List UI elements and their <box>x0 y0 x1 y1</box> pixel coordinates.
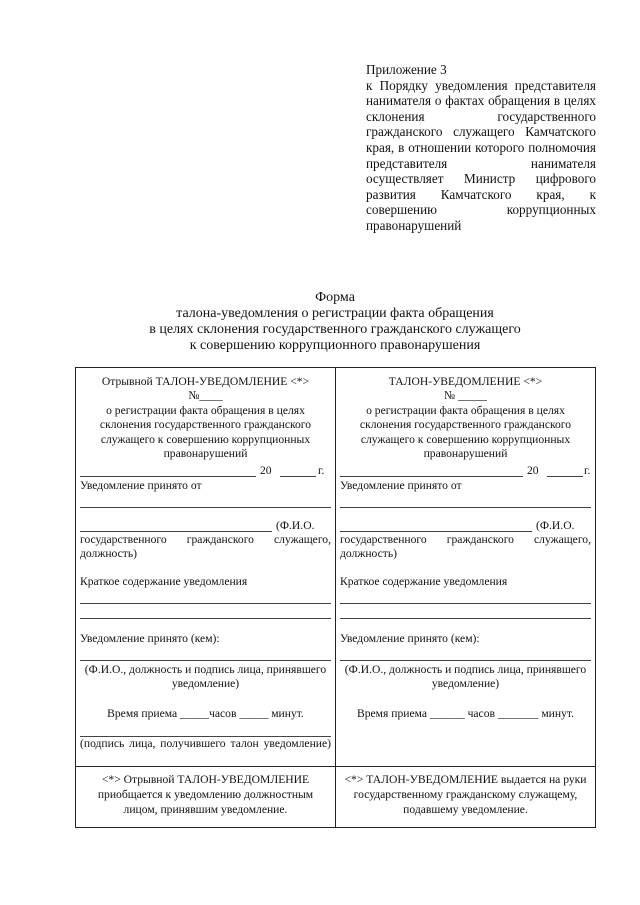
left-accepted-by: Уведомление принято (кем): <box>80 632 220 645</box>
form-title-line-2: талона-уведомления о регистрации факта обращения <box>176 306 494 321</box>
form-title-line-4: к совершению коррупционного правонарушения <box>189 338 481 353</box>
appendix-body: к Порядку уведомления представителя нанимателя о фактах обращения в целях склонения государственного гражданского служащего Камчатского края, в отношении которого полномочия представителя нанимателя осуществляет Министр цифрового развития Камчатского края, к совершению коррупционных правонарушений <box>366 77 596 233</box>
right-date-year: 20 <box>527 464 539 477</box>
form-title-line-1: Форма <box>315 290 355 305</box>
right-signer-caption: (Ф.И.О., должность и подпись лица, принявшего уведомление) <box>344 663 587 691</box>
right-fio-label: (Ф.И.О. <box>536 519 575 532</box>
left-date-line <box>80 476 256 477</box>
coupon-table <box>75 367 596 828</box>
form-title <box>90 290 580 354</box>
left-number: №____ <box>188 389 223 402</box>
left-date-year: 20 <box>260 464 272 477</box>
left-signer-caption: (Ф.И.О., должность и подпись лица, принявшего уведомление) <box>84 663 327 691</box>
right-summary-line-1 <box>340 603 591 604</box>
right-time-label: Время приема ______ часов _______ минут. <box>357 707 574 720</box>
right-heading: ТАЛОН-УВЕДОМЛЕНИЕ <*> <box>388 375 543 388</box>
left-summary-label: Краткое содержание уведомления <box>80 575 248 588</box>
column-divider <box>335 368 336 827</box>
right-signer-line <box>340 660 591 661</box>
form-title-line-3: в целях склонения государственного гражданского служащего <box>149 322 521 337</box>
footnote-divider <box>76 766 595 767</box>
right-footnote: <*> ТАЛОН-УВЕДОМЛЕНИЕ выдается на руки государственному гражданскому служащему, подавшему уведомление. <box>344 773 587 816</box>
left-blank-line-1 <box>80 507 331 508</box>
right-summary-label: Краткое содержание уведомления <box>340 575 508 588</box>
left-fio-continued: государственного гражданского служащего, должность) <box>80 533 331 561</box>
right-date-line <box>340 476 523 477</box>
right-summary-line-2 <box>340 618 591 619</box>
left-heading: Отрывной ТАЛОН-УВЕДОМЛЕНИЕ <*> <box>101 375 310 388</box>
right-fio-continued: государственного гражданского служащего, должность) <box>340 533 591 561</box>
left-date-year-line <box>280 476 316 477</box>
left-signature-caption: (подпись лица, получившего талон уведомление) <box>80 737 331 750</box>
left-fio-label: (Ф.И.О. <box>276 519 315 532</box>
left-footnote: <*> Отрывной ТАЛОН-УВЕДОМЛЕНИЕ приобщается к уведомлению должностным лицом, принявшим уведомление. <box>97 773 314 816</box>
appendix-title: Приложение 3 <box>366 62 447 77</box>
right-subject: о регистрации факта обращения в целях склонения государственного гражданского служащего к совершению коррупционных правонарушений <box>359 404 572 460</box>
right-blank-line-1 <box>340 507 591 508</box>
left-signer-line <box>80 660 331 661</box>
right-fio-line <box>340 531 532 532</box>
left-date-suffix: г. <box>318 464 325 477</box>
left-summary-line-1 <box>80 603 331 604</box>
left-time-label: Время приема _____часов _____ минут. <box>107 707 304 720</box>
right-accepted-by: Уведомление принято (кем): <box>340 632 480 645</box>
left-subject: о регистрации факта обращения в целях склонения государственного гражданского служащего к совершению коррупционных правонарушений <box>99 404 312 460</box>
right-received-from: Уведомление принято от <box>340 479 462 492</box>
left-fio-line <box>80 531 272 532</box>
right-date-suffix: г. <box>584 464 591 477</box>
appendix-block <box>366 62 596 234</box>
left-summary-line-2 <box>80 618 331 619</box>
left-received-from: Уведомление принято от <box>80 479 202 492</box>
right-date-year-line <box>547 476 583 477</box>
right-number: № _____ <box>444 389 487 402</box>
